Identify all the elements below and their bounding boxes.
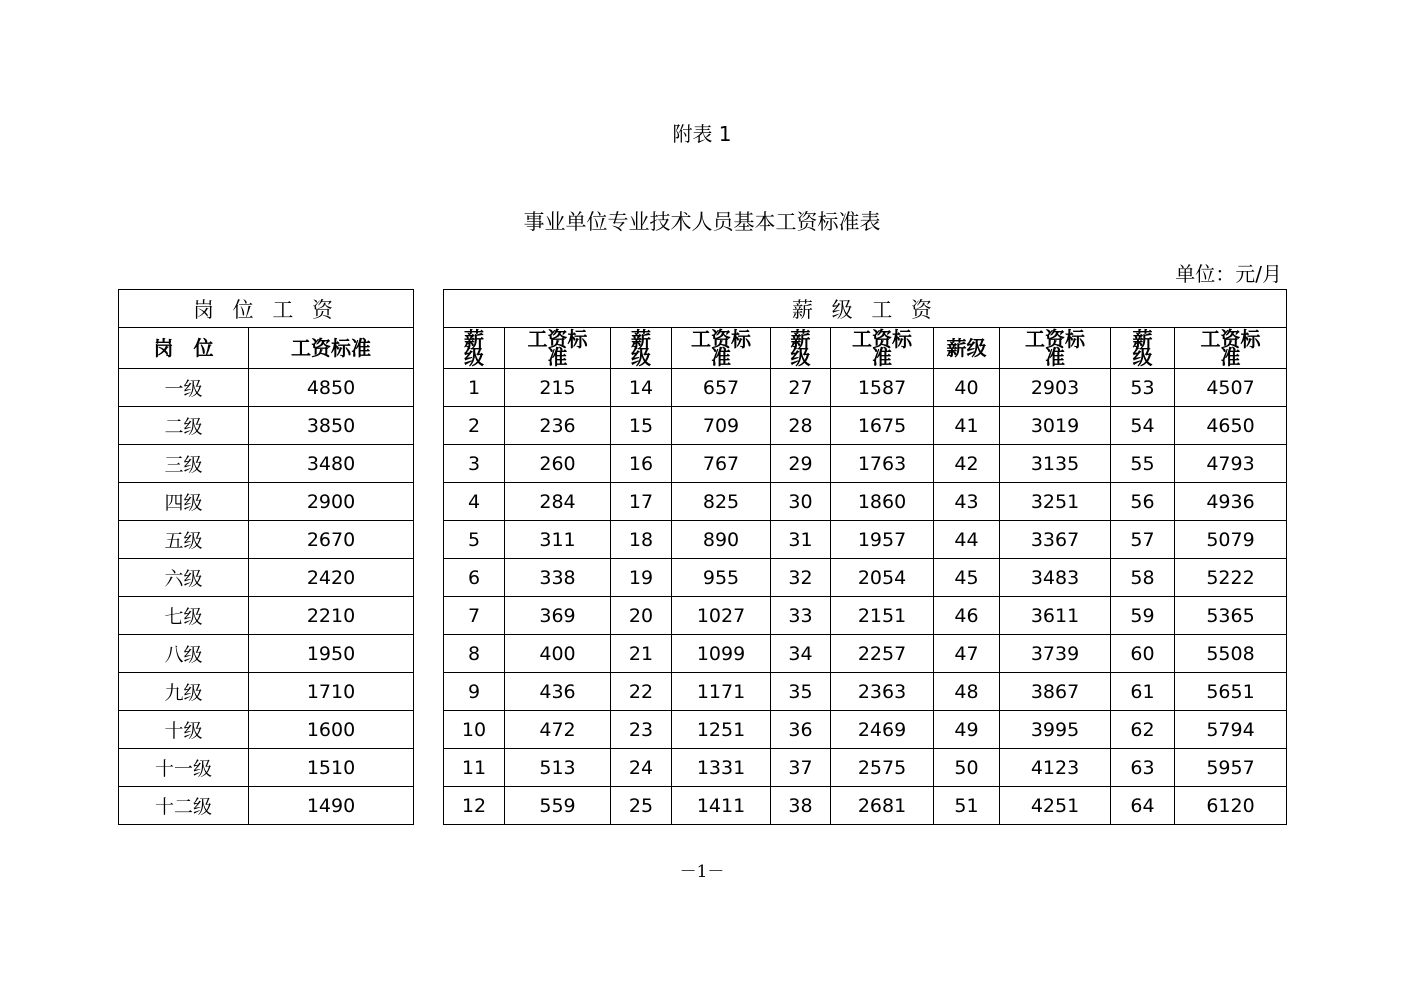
- grade-amount-cell: 709: [672, 407, 771, 445]
- grade-amount-cell: 5079: [1175, 521, 1287, 559]
- grade-amount-cell: 3367: [1000, 521, 1111, 559]
- grade-number-cell: 50: [934, 749, 1000, 787]
- table-row: [119, 787, 414, 825]
- document-title: 事业单位专业技术人员基本工资标准表: [523, 210, 881, 234]
- grade-number-cell: 24: [611, 749, 672, 787]
- grade-amount-cell: 4123: [1000, 749, 1111, 787]
- table-row: [444, 483, 1287, 521]
- table-row: [444, 597, 1287, 635]
- grade-number-cell: 8: [444, 635, 505, 673]
- table-row: [119, 559, 414, 597]
- table-row: [444, 407, 1287, 445]
- post-level-cell: 十级: [119, 711, 249, 749]
- table-row: [119, 407, 414, 445]
- table-row: [444, 521, 1287, 559]
- grade-number-cell: 12: [444, 787, 505, 825]
- grade-amount-cell: 1957: [831, 521, 934, 559]
- grade-amount-cell: 3135: [1000, 445, 1111, 483]
- header-line: 工资标: [1200, 327, 1261, 351]
- post-amount-cell: 1510: [249, 749, 414, 787]
- header-line: 工资标: [691, 327, 751, 351]
- grade-number-cell: 44: [934, 521, 1000, 559]
- grade-amount-cell: 2363: [831, 673, 934, 711]
- table-row: [119, 597, 414, 635]
- grade-amount-cell: 284: [505, 483, 611, 521]
- grade-number-cell: 21: [611, 635, 672, 673]
- grade-amount-cell: 2469: [831, 711, 934, 749]
- grade-number-cell: 31: [771, 521, 831, 559]
- header-line: 准: [1045, 345, 1065, 369]
- grade-amount-cell: 513: [505, 749, 611, 787]
- standard-column-header: [831, 328, 934, 369]
- grade-amount-cell: 890: [672, 521, 771, 559]
- grade-number-cell: 28: [771, 407, 831, 445]
- header-line: 工资标: [852, 327, 912, 351]
- post-amount-cell: 1950: [249, 635, 414, 673]
- header-line: 级: [790, 345, 811, 369]
- grade-amount-cell: 4507: [1175, 369, 1287, 407]
- grade-amount-cell: 3483: [1000, 559, 1111, 597]
- grade-amount-cell: 825: [672, 483, 771, 521]
- grade-number-cell: 25: [611, 787, 672, 825]
- grade-number-cell: 17: [611, 483, 672, 521]
- grade-wage-header-row: [444, 328, 1287, 369]
- grade-number-cell: 4: [444, 483, 505, 521]
- standard-column-header: [1175, 328, 1287, 369]
- grade-amount-cell: 5222: [1175, 559, 1287, 597]
- unit-label: 单位：元/月: [1175, 262, 1282, 286]
- table-row: [444, 749, 1287, 787]
- grade-number-cell: 6: [444, 559, 505, 597]
- post-amount-cell: 2900: [249, 483, 414, 521]
- grade-amount-cell: 1027: [672, 597, 771, 635]
- grade-amount-cell: 1171: [672, 673, 771, 711]
- grade-number-cell: 32: [771, 559, 831, 597]
- grade-number-cell: 37: [771, 749, 831, 787]
- header-line: 薪: [631, 327, 651, 351]
- table-row: [444, 369, 1287, 407]
- header-line: 准: [872, 345, 892, 369]
- header-line: 薪: [790, 327, 811, 351]
- grade-amount-cell: 5651: [1175, 673, 1287, 711]
- grade-number-cell: 56: [1111, 483, 1175, 521]
- grade-number-cell: 23: [611, 711, 672, 749]
- grade-number-cell: 49: [934, 711, 1000, 749]
- table-row: [444, 445, 1287, 483]
- post-level-cell: 十一级: [119, 749, 249, 787]
- post-amount-cell: 2420: [249, 559, 414, 597]
- grade-number-cell: 64: [1111, 787, 1175, 825]
- post-level-cell: 十二级: [119, 787, 249, 825]
- grade-amount-cell: 369: [505, 597, 611, 635]
- grade-number-cell: 35: [771, 673, 831, 711]
- grade-amount-cell: 1411: [672, 787, 771, 825]
- post-amount-cell: 3480: [249, 445, 414, 483]
- table-row: [119, 635, 414, 673]
- grade-number-cell: 33: [771, 597, 831, 635]
- post-level-cell: 九级: [119, 673, 249, 711]
- grade-number-cell: 27: [771, 369, 831, 407]
- post-wage-table: [118, 289, 414, 825]
- table-row: [119, 445, 414, 483]
- post-amount-cell: 1710: [249, 673, 414, 711]
- grade-amount-cell: 2903: [1000, 369, 1111, 407]
- grade-number-cell: 38: [771, 787, 831, 825]
- grade-number-cell: 11: [444, 749, 505, 787]
- grade-amount-cell: 4650: [1175, 407, 1287, 445]
- table-row: [119, 673, 414, 711]
- grade-amount-cell: 338: [505, 559, 611, 597]
- grade-number-cell: 60: [1111, 635, 1175, 673]
- grade-number-cell: 63: [1111, 749, 1175, 787]
- post-amount-cell: 2210: [249, 597, 414, 635]
- post-level-cell: 四级: [119, 483, 249, 521]
- header-line: 准: [547, 345, 568, 369]
- standard-column-header: 工资标准: [249, 328, 414, 369]
- header-line: 级: [1132, 345, 1153, 369]
- post-level-cell: 五级: [119, 521, 249, 559]
- grade-number-cell: 5: [444, 521, 505, 559]
- grade-column-header: [934, 328, 1000, 369]
- post-level-cell: 八级: [119, 635, 249, 673]
- grade-number-cell: 22: [611, 673, 672, 711]
- table-row: [119, 483, 414, 521]
- grade-amount-cell: 3739: [1000, 635, 1111, 673]
- grade-amount-cell: 1763: [831, 445, 934, 483]
- grade-amount-cell: 1251: [672, 711, 771, 749]
- header-line: 工资标: [527, 327, 588, 351]
- post-level-cell: 三级: [119, 445, 249, 483]
- header-line: 薪: [1132, 327, 1153, 351]
- grade-amount-cell: 5365: [1175, 597, 1287, 635]
- grade-number-cell: 29: [771, 445, 831, 483]
- grade-number-cell: 1: [444, 369, 505, 407]
- grade-amount-cell: 3867: [1000, 673, 1111, 711]
- grade-amount-cell: 767: [672, 445, 771, 483]
- grade-number-cell: 57: [1111, 521, 1175, 559]
- post-column-header: 岗 位: [119, 328, 249, 369]
- grade-number-cell: 18: [611, 521, 672, 559]
- grade-number-cell: 62: [1111, 711, 1175, 749]
- grade-amount-cell: 4936: [1175, 483, 1287, 521]
- grade-number-cell: 3: [444, 445, 505, 483]
- grade-wage-group-header: 薪 级 工 资: [444, 290, 1287, 328]
- grade-number-cell: 42: [934, 445, 1000, 483]
- grade-column-header: [771, 328, 831, 369]
- grade-amount-cell: 1331: [672, 749, 771, 787]
- post-level-cell: 七级: [119, 597, 249, 635]
- grade-amount-cell: 311: [505, 521, 611, 559]
- grade-number-cell: 41: [934, 407, 1000, 445]
- grade-amount-cell: 6120: [1175, 787, 1287, 825]
- grade-number-cell: 10: [444, 711, 505, 749]
- grade-number-cell: 54: [1111, 407, 1175, 445]
- appendix-label: 附表 1: [672, 122, 732, 146]
- table-row: [119, 521, 414, 559]
- grade-number-cell: 43: [934, 483, 1000, 521]
- grade-number-cell: 45: [934, 559, 1000, 597]
- grade-amount-cell: 955: [672, 559, 771, 597]
- header-line: 工资标: [1025, 327, 1085, 351]
- grade-amount-cell: 436: [505, 673, 611, 711]
- grade-amount-cell: 2054: [831, 559, 934, 597]
- grade-amount-cell: 1099: [672, 635, 771, 673]
- grade-amount-cell: 215: [505, 369, 611, 407]
- grade-number-cell: 47: [934, 635, 1000, 673]
- grade-number-cell: 30: [771, 483, 831, 521]
- grade-amount-cell: 2257: [831, 635, 934, 673]
- grade-number-cell: 46: [934, 597, 1000, 635]
- post-amount-cell: 1600: [249, 711, 414, 749]
- grade-amount-cell: 472: [505, 711, 611, 749]
- grade-amount-cell: 400: [505, 635, 611, 673]
- table-row: [444, 787, 1287, 825]
- grade-number-cell: 59: [1111, 597, 1175, 635]
- grade-amount-cell: 2575: [831, 749, 934, 787]
- grade-amount-cell: 1587: [831, 369, 934, 407]
- grade-number-cell: 51: [934, 787, 1000, 825]
- post-level-cell: 六级: [119, 559, 249, 597]
- grade-number-cell: 53: [1111, 369, 1175, 407]
- table-row: [119, 749, 414, 787]
- grade-number-cell: 20: [611, 597, 672, 635]
- grade-number-cell: 14: [611, 369, 672, 407]
- grade-amount-cell: 260: [505, 445, 611, 483]
- post-wage-group-header: 岗 位 工 资: [119, 290, 414, 328]
- grade-amount-cell: 2681: [831, 787, 934, 825]
- grade-amount-cell: 3251: [1000, 483, 1111, 521]
- grade-number-cell: 16: [611, 445, 672, 483]
- post-level-cell: 一级: [119, 369, 249, 407]
- grade-amount-cell: 3019: [1000, 407, 1111, 445]
- grade-column-header: [444, 328, 505, 369]
- grade-number-cell: 9: [444, 673, 505, 711]
- post-amount-cell: 2670: [249, 521, 414, 559]
- grade-number-cell: 58: [1111, 559, 1175, 597]
- header-line: 准: [711, 345, 731, 369]
- header-line: 级: [631, 345, 651, 369]
- header-line: 准: [1220, 345, 1241, 369]
- table-row: [444, 711, 1287, 749]
- grade-amount-cell: 559: [505, 787, 611, 825]
- post-amount-cell: 1490: [249, 787, 414, 825]
- grade-amount-cell: 657: [672, 369, 771, 407]
- grade-amount-cell: 5508: [1175, 635, 1287, 673]
- header-line: 薪级: [946, 336, 987, 360]
- header-line: 级: [464, 345, 484, 369]
- grade-number-cell: 61: [1111, 673, 1175, 711]
- grade-number-cell: 19: [611, 559, 672, 597]
- standard-column-header: [1000, 328, 1111, 369]
- grade-amount-cell: 236: [505, 407, 611, 445]
- grade-number-cell: 34: [771, 635, 831, 673]
- grade-number-cell: 7: [444, 597, 505, 635]
- grade-number-cell: 40: [934, 369, 1000, 407]
- table-row: [119, 711, 414, 749]
- grade-column-header: [611, 328, 672, 369]
- page-number: －1－: [679, 862, 725, 882]
- table-row: [444, 635, 1287, 673]
- table-row: [119, 369, 414, 407]
- standard-column-header: [672, 328, 771, 369]
- post-amount-cell: 3850: [249, 407, 414, 445]
- grade-amount-cell: 3995: [1000, 711, 1111, 749]
- grade-amount-cell: 3611: [1000, 597, 1111, 635]
- grade-number-cell: 55: [1111, 445, 1175, 483]
- grade-number-cell: 2: [444, 407, 505, 445]
- grade-column-header: [1111, 328, 1175, 369]
- table-row: [444, 559, 1287, 597]
- header-line: 薪: [464, 327, 484, 351]
- grade-amount-cell: 1675: [831, 407, 934, 445]
- grade-wage-table: [443, 289, 1287, 825]
- grade-amount-cell: 5957: [1175, 749, 1287, 787]
- grade-amount-cell: 2151: [831, 597, 934, 635]
- standard-column-header: [505, 328, 611, 369]
- grade-amount-cell: 5794: [1175, 711, 1287, 749]
- grade-amount-cell: 4793: [1175, 445, 1287, 483]
- post-level-cell: 二级: [119, 407, 249, 445]
- grade-number-cell: 48: [934, 673, 1000, 711]
- post-amount-cell: 4850: [249, 369, 414, 407]
- grade-number-cell: 15: [611, 407, 672, 445]
- table-row: [444, 673, 1287, 711]
- grade-number-cell: 36: [771, 711, 831, 749]
- grade-amount-cell: 1860: [831, 483, 934, 521]
- grade-amount-cell: 4251: [1000, 787, 1111, 825]
